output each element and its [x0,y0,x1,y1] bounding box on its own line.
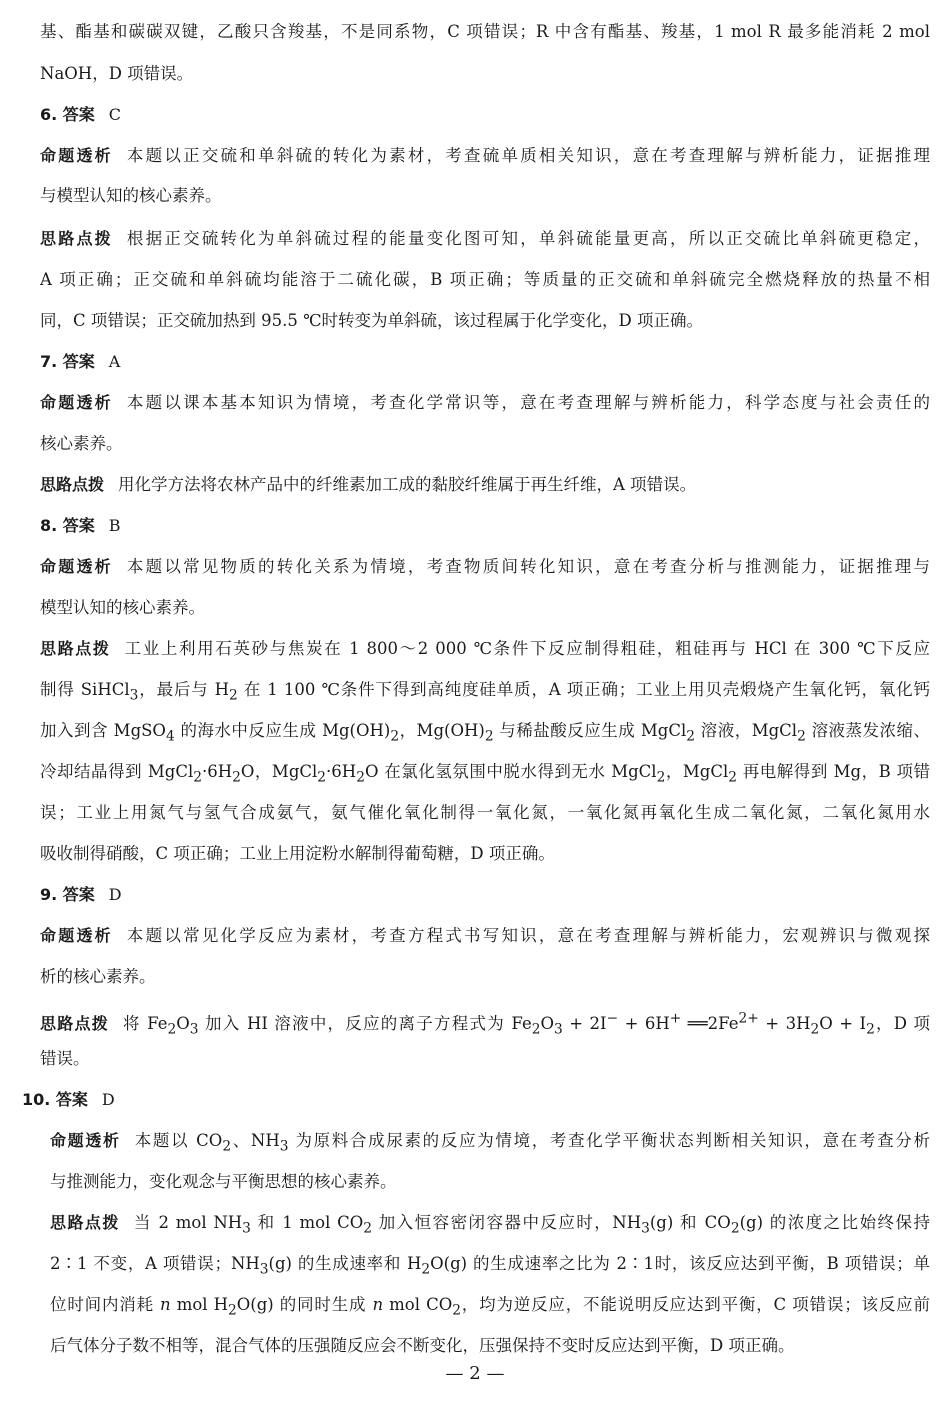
answer-letter: D [108,885,122,904]
section-label: 思路点拨 [40,475,105,494]
line-text: 错误。 [40,1049,90,1068]
section-label: 思路点拨 [50,1213,120,1232]
text-line [40,1006,930,1041]
section-label: 命题透析 [40,557,113,576]
line-text: 模型认知的核心素养。 [40,598,205,617]
section-label: 思路点拨 [40,229,113,248]
text-line [40,184,930,208]
text-line [40,227,930,251]
answer-letter: D [101,1090,115,1109]
text-line [40,719,930,748]
answer-letter: C [108,105,122,124]
line-text: 后气体分子数不相等，混合气体的压强随反应会不断变化，压强保持不变时反应达到平衡，D 项正确。 [50,1336,795,1355]
text-line [50,1252,930,1281]
line-text: NaOH，D 项错误。 [40,64,194,83]
text-line [40,1047,930,1071]
line-text: 核心素养。 [40,434,123,453]
line-text: 位时间内消耗 n mol $H_2O(g)$ 的同时生成 n mol $CO_2$，均为逆反应，不能说明反应达到平衡，C 项错误；该反应前 [50,1295,930,1319]
line-text: 制得 SiHCl$_3$，最后与 $H_2$ 在 1 100 ℃条件下得到高纯度硅单质，A 项正确；工业上用贝壳煅烧产生氧化钙，氧化钙 [40,680,930,704]
line-text: 当 2 mol $NH_3$ 和 1 mol $CO_2$ 加入恒容密闭容器中反应时，$NH_3(g)$ 和 $CO_2(g)$ 的浓度之比始终保持 [133,1213,930,1237]
text-line [40,391,930,415]
line-text: 误；工业上用氮气与氢气合成氨气，氨气催化氧化制得一氧化氮，一氧化氮再氧化生成二氧化氮，二氧化氮用水 [40,803,930,822]
line-text: 析的核心素养。 [40,967,156,986]
line-text: 本题以课本基本知识为情境，考查化学常识等，意在考查理解与辨析能力，科学态度与社会责任的 [126,393,930,412]
question-number: 9. 答案 [40,885,95,904]
question-number: 10. 答案 [22,1090,88,1109]
section-label: 命题透析 [40,926,113,945]
text-line [40,555,930,579]
text-line [50,1129,930,1158]
question-number: 8. 答案 [40,516,95,535]
text-line [40,309,930,333]
section-label: 思路点拨 [40,639,111,658]
answer-letter: B [108,516,121,535]
line-text: 根据正交硫转化为单斜硫过程的能量变化图可知，单斜硫能量更高，所以正交硫比单斜硫更稳定， [126,229,930,248]
line-text: 本题以正交硫和单斜硫的转化为素材，考查硫单质相关知识，意在考查理解与辨析能力，证据推理 [126,146,930,165]
text-line [40,637,930,661]
question-number: 7. 答案 [40,352,95,371]
text-line [40,473,930,497]
text-line [40,924,930,948]
text-line [40,432,930,456]
line-text: A 项正确；正交硫和单斜硫均能溶于二硫化碳，B 项正确；等质量的正交硫和单斜硫完全燃烧释放的热量不相 [40,270,930,289]
text-line [50,1293,930,1322]
line-text: 本题以常见化学反应为素材，考查方程式书写知识，意在考查理解与辨析能力，宏观辨识与微观探 [126,926,930,945]
line-text: 2∶1 不变，A 项错误；$NH_3(g)$ 的生成速率和 $H_2O(g)$ 的生成速率之比为 2∶1时，该反应达到平衡，B 项错误；单 [50,1254,930,1278]
question-answer-heading [40,103,930,127]
line-text: 将 $Fe_2O_3$ 加入 HI 溶液中，反应的离子方程式为 $Fe_2O_3 + 2I^- + 6H^+$ $══2Fe^{2+} + 3H_2O + I_2$，D 项 [122,1010,930,1037]
text-line [40,801,930,825]
line-text: 基、酯基和碳碳双键，乙酸只含羧基，不是同系物，C 项错误；R 中含有酯基、羧基，1 mol R 最多能消耗 2 mol [40,22,930,41]
section-label: 命题透析 [40,146,113,165]
line-text: 冷却结晶得到 $MgCl_2\cdot 6H_2O$，$MgCl_2\cdot 6H_2O$ 在氯化氢氛围中脱水得到无水 MgCl$_2$，MgCl$_2$ 再电解得到 Mg，B 项错 [40,762,930,786]
question-answer-heading [40,514,930,538]
text-line [40,144,930,168]
question-answer-heading [40,883,930,907]
text-line [50,1334,930,1358]
page-number: — 2 — [445,1363,505,1384]
section-label: 命题透析 [40,393,113,412]
text-line [40,596,930,620]
line-text: 用化学方法将农林产品中的纤维素加工成的黏胶纤维属于再生纤维，A 项错误。 [118,475,697,494]
line-text: 同，C 项错误；正交硫加热到 95.5 ℃时转变为单斜硫，该过程属于化学变化，D 项正确。 [40,311,704,330]
text-line [40,62,930,86]
line-text: 本题以 $CO_2$、$NH_3$ 为原料合成尿素的反应为情境，考查化学平衡状态判断相关知识，意在考查分析 [134,1131,930,1155]
line-text: 工业上利用石英砂与焦炭在 1 800～2 000 ℃条件下反应制得粗硅，粗硅再与 HCl 在 300 ℃下反应 [124,639,930,658]
text-line [40,268,930,292]
section-label: 思路点拨 [40,1013,109,1033]
text-line [40,965,930,989]
text-line [40,678,930,707]
question-number: 6. 答案 [40,105,95,124]
text-line [50,1211,930,1240]
line-text: 与模型认知的核心素养。 [40,186,222,205]
line-text: 加入到含 MgSO$_4$ 的海水中反应生成 $Mg(OH)_2$，$Mg(OH)_2$ 与稀盐酸反应生成 MgCl$_2$ 溶液，MgCl$_2$ 溶液蒸发浓缩、 [40,721,930,745]
question-answer-heading [22,1088,912,1112]
text-line [40,760,930,789]
text-line [40,20,930,44]
line-text: 本题以常见物质的转化关系为情境，考查物质间转化知识，意在考查分析与推测能力，证据推理与 [126,557,930,576]
line-text: 吸收制得硝酸，C 项正确；工业上用淀粉水解制得葡萄糖，D 项正确。 [40,844,555,863]
text-line [50,1170,930,1194]
section-label: 命题透析 [50,1131,121,1150]
question-answer-heading [40,350,930,374]
text-line [40,842,930,866]
line-text: 与推测能力，变化观念与平衡思想的核心素养。 [50,1172,397,1191]
answer-letter: A [108,352,121,371]
